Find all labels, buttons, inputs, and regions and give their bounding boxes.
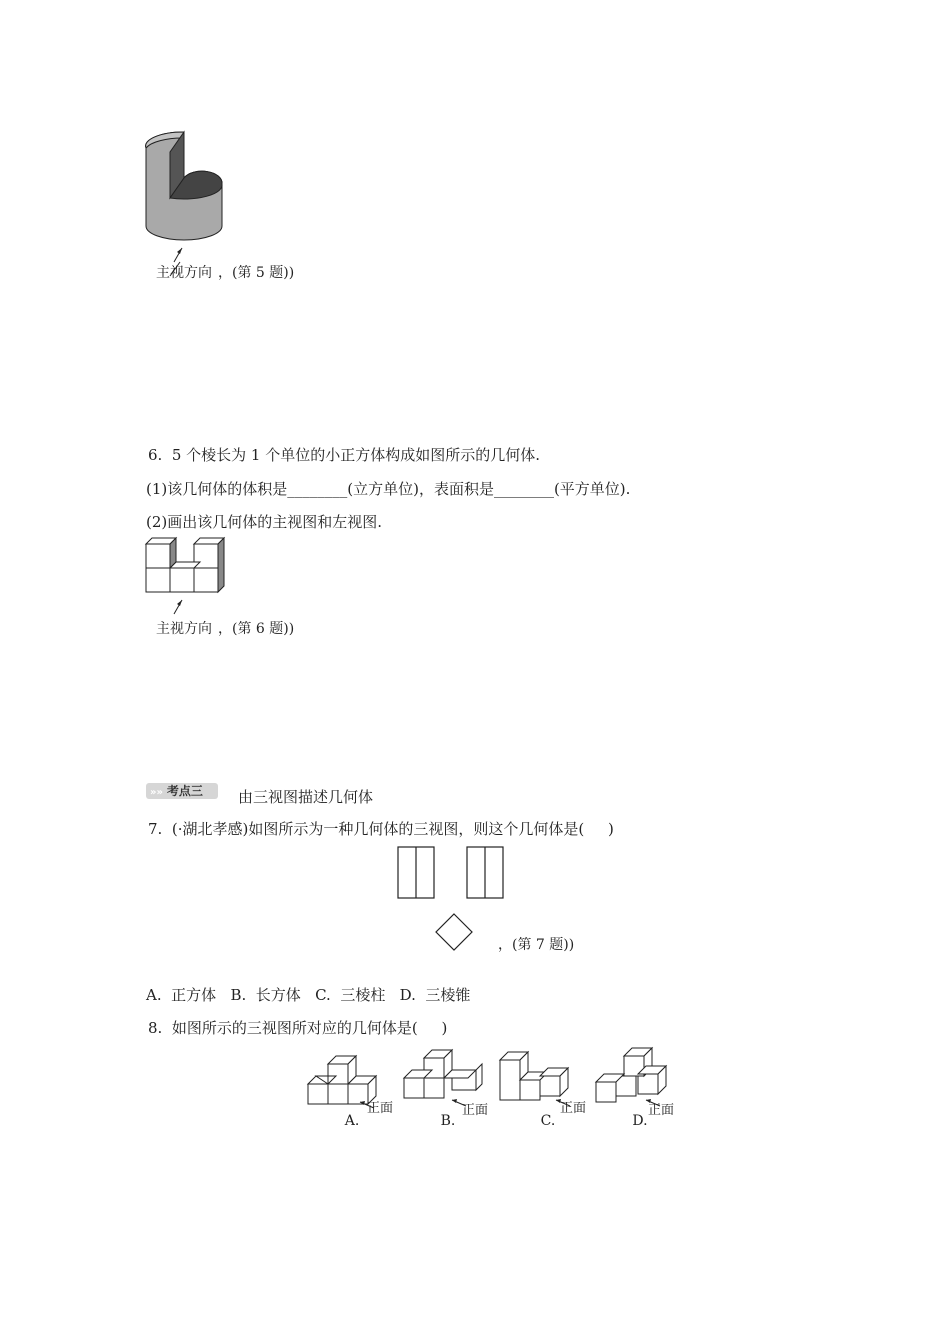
q7-front-view: [397, 846, 437, 900]
chevrons-icon: »»: [150, 787, 163, 798]
q6-part2: (2)画出该几何体的主视图和左视图.: [146, 513, 383, 531]
section-badge-text: 考点三: [166, 784, 203, 798]
section-badge: [146, 783, 218, 799]
q5-cylinder-figure: [140, 118, 240, 258]
q6-arrow-label: 主视方向: [156, 621, 212, 637]
q5-caption: ，(第 5 题)): [218, 265, 295, 281]
q8-option-c-front-label: 正面: [560, 1101, 587, 1116]
q6-caption: ，(第 6 题)): [218, 621, 295, 637]
q6-part1: (1)该几何体的体积是________(立方单位)，表面积是________(平方单位).: [146, 480, 631, 498]
q6-stem: 6. 5 个棱长为 1 个单位的小正方体构成如图所示的几何体.: [148, 446, 541, 464]
q8-option-d-figure: [592, 1044, 692, 1114]
q8-stem: 8. 如图所示的三视图所对应的几何体是( ): [148, 1019, 448, 1037]
q8-option-b-label: B.: [440, 1113, 456, 1129]
q6-cube-figure: [144, 536, 234, 598]
q8-option-a-front-label: 正面: [367, 1101, 394, 1116]
q7-top-view: [435, 913, 475, 953]
q5-arrow-label: 主视方向: [156, 265, 212, 281]
q8-option-c-label: C.: [540, 1113, 556, 1129]
q8-option-d-label: D.: [632, 1113, 648, 1129]
q7-stem: 7. (·湖北孝感)如图所示为一种几何体的三视图，则这个几何体是( ): [148, 820, 614, 838]
q8-option-a-label: A.: [344, 1113, 360, 1129]
q7-caption: ，(第 7 题)): [498, 937, 575, 953]
q7-side-view: [466, 846, 506, 900]
q8-option-d-front-label: 正面: [648, 1103, 675, 1118]
section-title: 由三视图描述几何体: [238, 788, 374, 806]
q7-options: A. 正方体 B. 长方体 C. 三棱柱 D. 三棱锥: [146, 986, 471, 1004]
q8-option-b-front-label: 正面: [462, 1103, 489, 1118]
